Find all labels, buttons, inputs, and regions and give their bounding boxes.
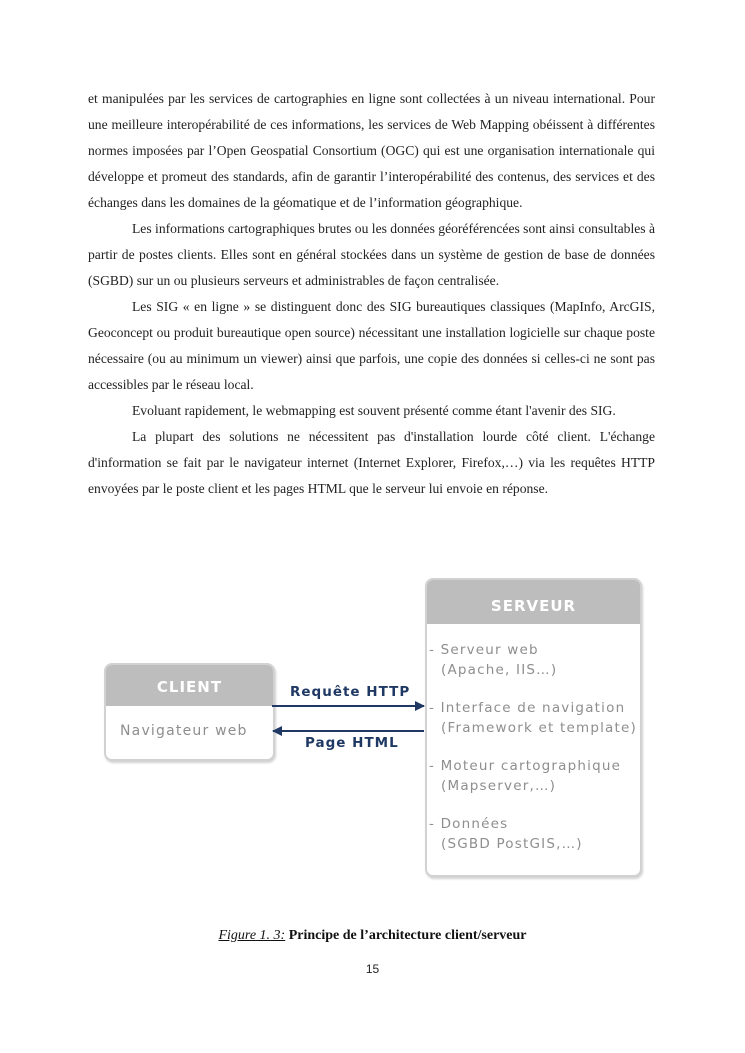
- page-number: 15: [365, 962, 380, 976]
- server-box: [425, 578, 642, 877]
- client-title: CLIENT: [106, 665, 273, 706]
- server-component-list: [427, 624, 640, 854]
- server-title: SERVEUR: [427, 580, 640, 624]
- server-item-navigation-interface: [429, 698, 640, 738]
- server-item-detail: (Apache, IIS…): [441, 662, 558, 678]
- server-item-detail: (Framework et template): [441, 720, 637, 736]
- server-item-name: - Moteur cartographique: [429, 758, 622, 774]
- paragraph-3: Les SIG « en ligne » se distinguent donc des SIG bureautiques classiques (MapInfo, ArcGIS, Geoconcept ou produit bureautique open source) nécessitant une installation logicielle sur chaque poste nécessaire (ou au minimum un viewer) ainsi que parfois, une copie des données si celles-ci ne sont pas accessibles par le réseau local.: [88, 299, 655, 392]
- server-item-detail: (SGBD PostGIS,…): [441, 836, 583, 852]
- server-item-data: [429, 814, 640, 854]
- server-item-name: - Données: [429, 816, 509, 832]
- client-content: Navigateur web: [120, 723, 248, 739]
- response-label: Page HTML: [305, 735, 399, 751]
- figure-title: Principe de l’architecture client/serveur: [285, 928, 527, 943]
- paragraph-1: et manipulées par les services de cartographies en ligne sont collectées à un niveau international. Pour une meilleure interopérabilité de ces informations, les services de Web Mapping obéissent à différentes normes imposées par l’Open Geospatial Consortium (OGC) qui est une organisation internationale qui développe et promeut des standards, afin de garantir l’interopérabilité des contenus, des services et des échanges dans les domaines de la géomatique et de l’information géographique.: [88, 91, 655, 210]
- figure-caption: [0, 928, 745, 944]
- paragraph-5: La plupart des solutions ne nécessitent pas d'installation lourde côté client. L'échange d'information se fait par le navigateur internet (Internet Explorer, Firefox,…) via les requêtes HTTP envoyées par le poste client et les pages HTML que le serveur lui envoie en réponse.: [88, 429, 655, 496]
- client-box: [104, 663, 275, 761]
- body-text: [88, 86, 655, 502]
- paragraph-4: Evoluant rapidement, le webmapping est souvent présenté comme étant l'avenir des SIG.: [132, 403, 616, 418]
- server-item-name: - Interface de navigation: [429, 700, 626, 716]
- figure-reference: Figure 1. 3:: [218, 928, 286, 943]
- server-item-name: - Serveur web: [429, 642, 539, 658]
- request-label: Requête HTTP: [290, 684, 411, 700]
- server-item-map-engine: [429, 756, 640, 796]
- server-item-detail: (Mapserver,…): [441, 778, 557, 794]
- server-item-web-server: [429, 640, 640, 680]
- paragraph-2: Les informations cartographiques brutes ou les données géoréférencées sont ainsi consultables à partir de postes clients. Elles sont en général stockées dans un système de gestion de base de données (SGBD) sur un ou plusieurs serveurs et administrables de façon centralisée.: [88, 221, 655, 288]
